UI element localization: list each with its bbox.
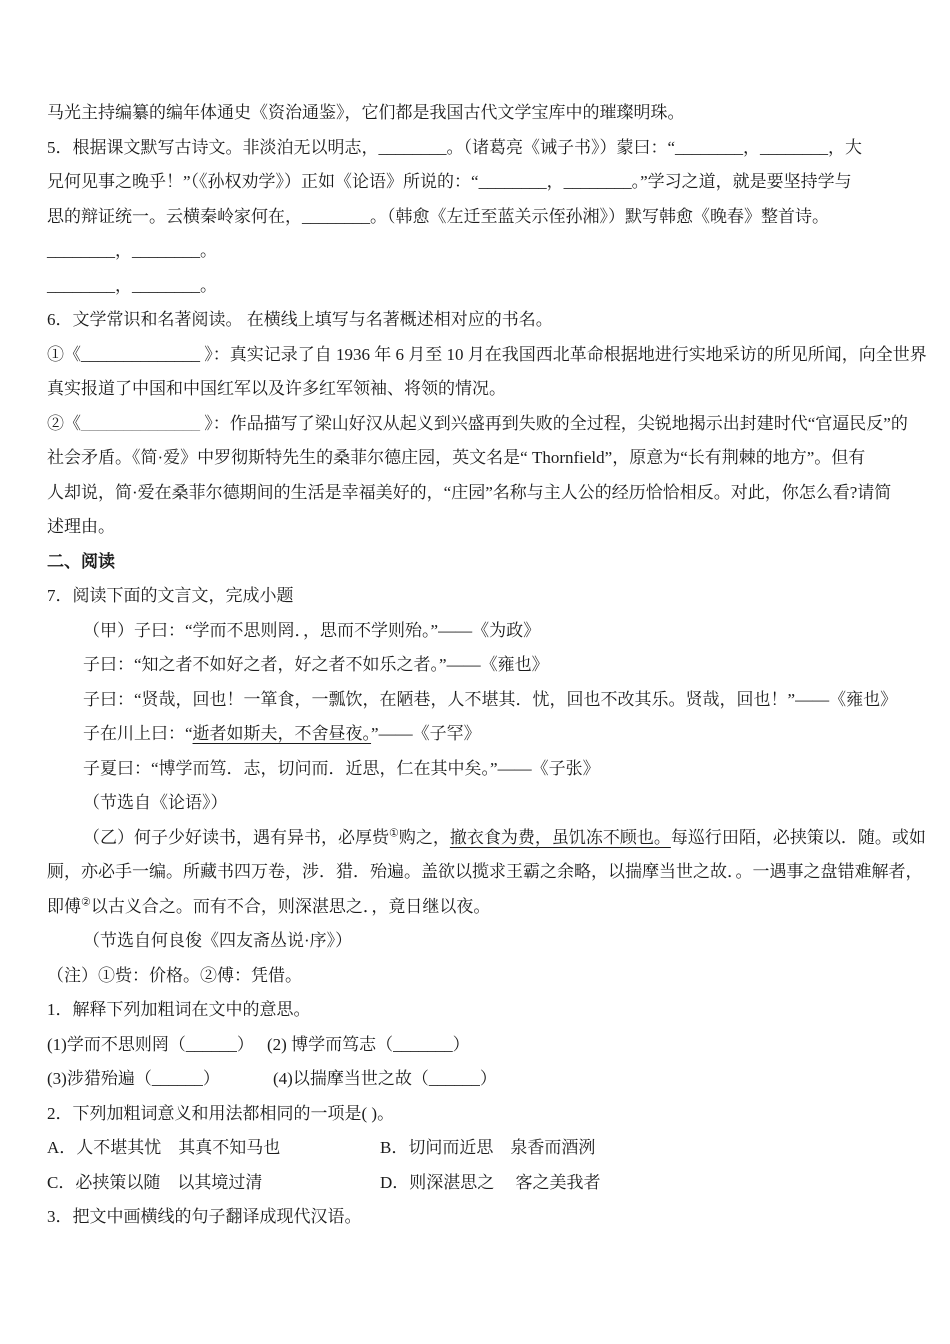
text-segment: ________，________。 bbox=[47, 241, 217, 260]
question-6-line bbox=[47, 303, 913, 338]
text-segment: D．则深湛思之 客之美我者 bbox=[380, 1172, 601, 1192]
document-body bbox=[47, 96, 927, 1235]
text-segment: ________，________。 bbox=[47, 275, 217, 295]
answer-blank: ______________ bbox=[81, 344, 200, 364]
notes-line bbox=[47, 959, 913, 994]
text-segment: 子曰：“贤哉，回也！一箪食，一瓢饮，在陋巷，人不堪其．忧，回也不改其乐。贤哉，回也！”——《雍也》 bbox=[83, 689, 898, 709]
sub-question-1-items-3-4 bbox=[47, 1062, 913, 1097]
book-2-line-3 bbox=[47, 476, 913, 511]
text-segment: （节选自何良俊《四友斋丛说·序》） bbox=[83, 931, 353, 950]
text-segment: C．必挟策以随 以其境过清 bbox=[47, 1172, 263, 1192]
book-1-line-2 bbox=[47, 372, 913, 407]
text-segment: 2．下列加粗词意义和用法都相同的一项是( )。 bbox=[47, 1103, 395, 1123]
text-segment: 子夏曰：“博学而笃．志，切问而．近思，仁在其中矣。”——《子张》 bbox=[83, 758, 600, 778]
text-segment: （节选自《论语》） bbox=[83, 793, 228, 812]
sub-question-3 bbox=[47, 1200, 913, 1235]
question-5-line-3 bbox=[47, 200, 913, 235]
text-segment: 每巡行田陌，必挟策以．随。或如 bbox=[670, 827, 926, 847]
text-segment: 5．根据课文默写古诗文。非淡泊无以明志，________。（诸葛亮《诫子书》）蒙曰：“________，________，大 bbox=[47, 137, 863, 157]
underlined-text: 逝者如斯夫，不舍昼夜。 bbox=[192, 724, 372, 743]
passage-yi-line-2 bbox=[47, 855, 923, 890]
book-2-line-4 bbox=[47, 510, 913, 545]
text-segment: (4)以揣摩当世之故（______） bbox=[273, 1069, 497, 1088]
sub-question-1 bbox=[47, 993, 913, 1028]
text-segment: ”——《子罕》 bbox=[371, 724, 481, 743]
answer-blank-line bbox=[47, 234, 913, 269]
text-segment: ①《 bbox=[47, 344, 81, 364]
text-segment: 社会矛盾。《简·爱》中罗彻斯特先生的桑菲尔德庄园，英文名是“ Thornfield”，原意为“长有荆棘的地方”。但有 bbox=[47, 448, 866, 467]
options-a-b bbox=[47, 1131, 913, 1166]
text-segment: (2) 博学而笃志（_______） bbox=[267, 1034, 470, 1054]
answer-blank: ______________ bbox=[81, 413, 200, 433]
text-segment: (1)学而不思则罔（______） bbox=[47, 1034, 254, 1054]
book-2-line-2 bbox=[47, 441, 913, 476]
passage-yi-line-1 bbox=[47, 821, 926, 856]
superscript-note-marker: ② bbox=[81, 895, 91, 908]
text-segment: 兄何见事之晚乎！”（《孙权劝学》）正如《论语》所说的：“________，________。”学习之道，就是要坚持学与 bbox=[47, 172, 852, 191]
text-segment: 真实报道了中国和中国红军以及许多红军领袖、将领的情况。 bbox=[47, 379, 506, 398]
passage-yi-source bbox=[47, 924, 913, 959]
text-segment: （注）①赀：价格。②傅：凭借。 bbox=[47, 965, 302, 985]
paragraph-sima-guang bbox=[47, 96, 913, 131]
text-segment: 》：作品描写了梁山好汉从起义到兴盛再到失败的全过程，尖锐地揭示出封建时代“官逼民反”的 bbox=[200, 413, 908, 433]
book-1-line-1 bbox=[47, 338, 927, 373]
text-segment: 6．文学常识和名著阅读。 在横线上填写与名著概述相对应的书名。 bbox=[47, 310, 553, 329]
passage-jia-line-5 bbox=[47, 752, 913, 787]
passage-jia-line-4 bbox=[47, 717, 913, 752]
passage-jia-line-2 bbox=[47, 648, 913, 683]
text-segment: 7．阅读下面的文言文，完成小题 bbox=[47, 586, 294, 605]
text-segment: （乙）何子少好读书，遇有异书，必厚赀 bbox=[83, 827, 389, 847]
section-heading-reading bbox=[47, 545, 913, 580]
book-2-line-1 bbox=[47, 407, 913, 442]
text-segment: 3．把文中画横线的句子翻译成现代汉语。 bbox=[47, 1207, 362, 1226]
text-segment: B．切问而近思 泉香而酒洌 bbox=[380, 1138, 596, 1157]
text-segment: 即傅 bbox=[47, 896, 81, 916]
passage-jia-line-3 bbox=[47, 683, 913, 718]
text-segment: 人却说，简·爱在桑菲尔德期间的生活是幸福美好的，“庄园”名称与主人公的经历恰恰相反。对此，你怎么看?请简 bbox=[47, 482, 892, 502]
underlined-text: 撤衣食为费，虽饥冻不顾也。 bbox=[449, 827, 671, 847]
options-c-d bbox=[47, 1166, 913, 1201]
question-7-line bbox=[47, 579, 913, 614]
sub-question-2 bbox=[47, 1097, 913, 1132]
text-segment: 二、阅读 bbox=[47, 551, 115, 571]
text-segment: ②《 bbox=[47, 413, 81, 433]
text-segment: 述理由。 bbox=[47, 517, 115, 536]
text-segment: 以古义合之。而有不合，则深湛思之．，竟日继以夜。 bbox=[90, 896, 491, 916]
passage-jia-source bbox=[47, 786, 913, 821]
text-segment: 思的辩证统一。云横秦岭家何在，________。（韩愈《左迁至蓝关示侄孙湘》）默写韩愈《晚春》整首诗。 bbox=[47, 206, 829, 226]
answer-blank-line bbox=[47, 269, 913, 304]
text-segment: A．人不堪其忧 其真不知马也 bbox=[47, 1138, 281, 1157]
text-segment: 购之， bbox=[398, 827, 450, 847]
sub-question-1-items-1-2 bbox=[47, 1028, 913, 1063]
text-segment: 》：真实记录了自 1936 年 6 月至 10 月在我国西北革命根据地进行实地采访的所见所闻，向全世界 bbox=[200, 344, 927, 364]
text-segment: 厕，亦必手一编。所藏书四万卷，涉．猎．殆遍。盖欲以揽求王霸之余略，以揣摩当世之故．。一遇事之盘错难解者， bbox=[47, 862, 923, 881]
text-segment: 子在川上曰：“ bbox=[83, 724, 193, 743]
text-segment: 子曰：“知之者不如好之者，好之者不如乐之者。”——《雍也》 bbox=[83, 655, 549, 674]
text-segment: 1．解释下列加粗词在文中的意思。 bbox=[47, 1000, 311, 1019]
passage-jia-line-1 bbox=[47, 614, 913, 649]
text-segment: 马光主持编纂的编年体通史《资治通鉴》，它们都是我国古代文学宝库中的璀璨明珠。 bbox=[47, 103, 685, 122]
passage-yi-line-3 bbox=[47, 890, 913, 925]
superscript-note-marker: ① bbox=[389, 826, 399, 839]
question-5-line-2 bbox=[47, 165, 913, 200]
text-segment: （甲）子曰：“学而不思则罔．，思而不学则殆。”——《为政》 bbox=[83, 620, 541, 640]
text-segment: (3)涉猎殆遍（______） bbox=[47, 1069, 220, 1088]
question-5-line-1 bbox=[47, 131, 913, 166]
